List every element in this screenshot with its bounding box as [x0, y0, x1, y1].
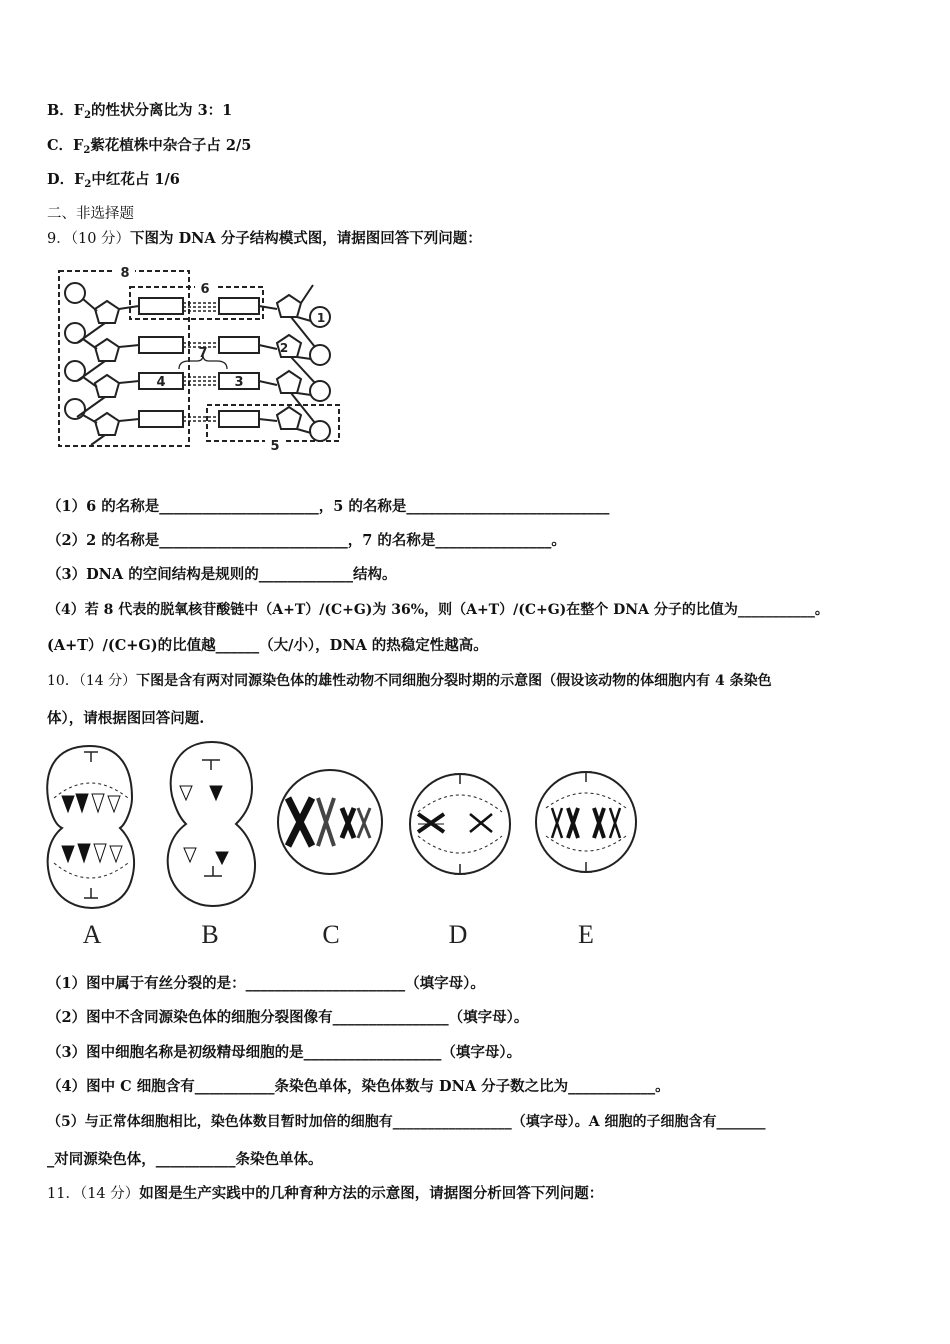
- option-d: D．$F_2$中红花占 1/6: [47, 171, 180, 190]
- label-1: 1: [316, 311, 326, 325]
- label-2: 2: [279, 341, 289, 355]
- q9-item-4: （4）若 8 代表的脱氧核苷酸链中（A+T）/(C+G)为 36%，则（A+T）/(C+G)在整个 DNA 分子的比值为___________。: [47, 602, 829, 618]
- q10-stem-line1: 10．（14 分）下图是含有两对同源染色体的雄性动物不同细胞分裂时期的示意图（假设该动物的体细胞内有 4 条染色: [47, 673, 772, 689]
- cell-label-e: E: [578, 920, 594, 949]
- label-7: 7: [198, 346, 208, 361]
- q11-stem: 11．（14 分）如图是生产实践中的几种育种方法的示意图，请据图分析回答下列问题：: [47, 1185, 604, 1202]
- cell-e: [536, 772, 636, 872]
- label-5: 5: [270, 439, 280, 454]
- q10-item-6: _对同源染色体，___________条染色单体。: [47, 1151, 323, 1168]
- cell-a: [47, 746, 134, 908]
- cell-c: [278, 770, 382, 874]
- q9-item-3: （3）DNA 的空间结构是规则的_____________结构。: [47, 566, 397, 583]
- q10-item-3: （3）图中细胞名称是初级精母细胞的是___________________（填字母）。: [47, 1044, 522, 1061]
- q10-item-5: （5）与正常体细胞相比，染色体数目暂时加倍的细胞有_________________（填字母）。A 细胞的子细胞含有_______: [47, 1114, 766, 1130]
- option-b: B．$F_2$的性状分离比为 3：1: [47, 102, 233, 121]
- option-c: C．$F_2$紫花植株中杂合子占 2/5: [47, 137, 252, 156]
- label-3: 3: [234, 375, 244, 390]
- q10-item-4: （4）图中 C 细胞含有___________条染色单体，染色体数与 DNA 分子数之比为____________。: [47, 1078, 670, 1095]
- q9-item-2: （2）2 的名称是__________________________，7 的名称是________________。: [47, 532, 566, 549]
- cell-label-c: C: [322, 920, 340, 949]
- q10-item-2: （2）图中不含同源染色体的细胞分裂图像有________________（填字母）。: [47, 1009, 529, 1026]
- cell-label-d: D: [448, 920, 468, 949]
- q10-item-1: （1）图中属于有丝分裂的是：______________________（填字母）。: [47, 975, 485, 992]
- cell-label-a: A: [82, 920, 102, 949]
- q9-item-1: （1）6 的名称是______________________，5 的名称是____________________________: [47, 498, 610, 515]
- label-6: 6: [200, 282, 210, 297]
- label-8: 8: [120, 266, 130, 281]
- label-4: 4: [156, 375, 166, 390]
- q10-stem-line2: 体），请根据图回答问题.: [47, 710, 205, 727]
- dna-structure-diagram: [55, 265, 345, 455]
- q9-item-5: (A+T）/(C+G)的比值越______（大/小），DNA 的热稳定性越高。: [47, 637, 488, 654]
- q9-stem: 9．（10 分）下图为 DNA 分子结构模式图，请据图回答下列问题：: [47, 230, 482, 247]
- cell-division-diagram: [40, 738, 650, 953]
- section-title: 二、非选择题: [47, 206, 134, 222]
- cell-label-b: B: [201, 920, 219, 949]
